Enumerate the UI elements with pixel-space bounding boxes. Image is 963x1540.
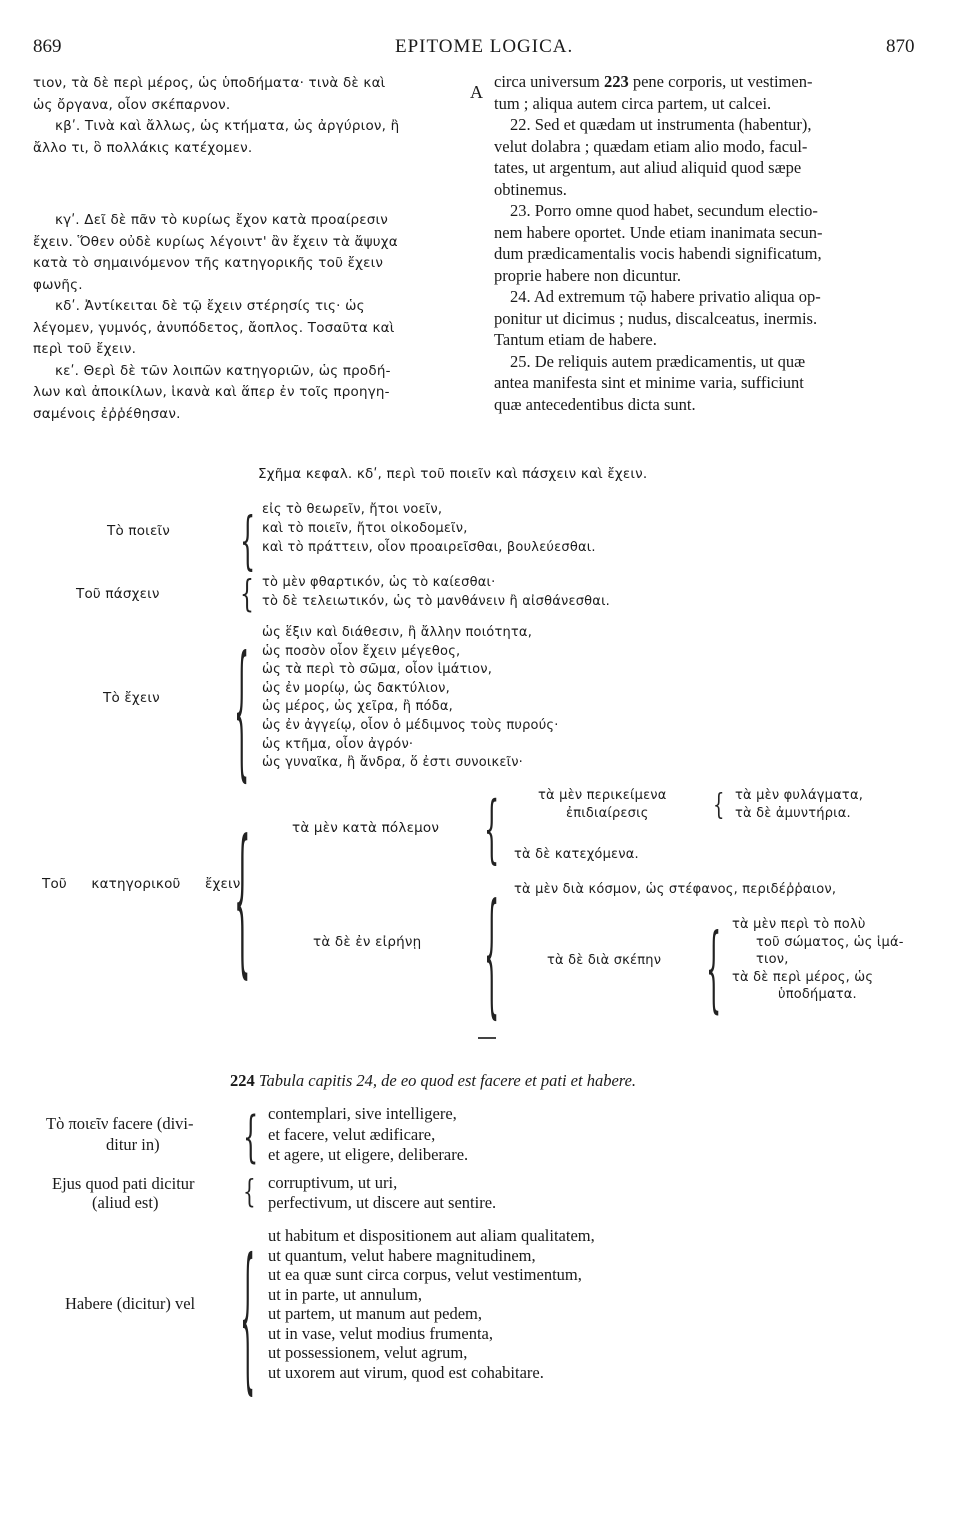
column-number: 224 [230,1071,255,1090]
latin-line: antea manifesta sint et minime varia, sufficiunt [494,373,804,392]
brace: { [484,786,500,873]
greek-item: τιον, [756,952,789,967]
latin-item: corruptivum, ut uri, [268,1173,398,1192]
latin-pati-items [268,1173,496,1213]
greek-item: ὡς ἐν ἀγγείῳ, οἷον ὁ μέδιμνος τοὺς πυρούς· [262,717,559,733]
latin-item: ut habitum et dispositionem aut aliam qualitatem, [268,1226,595,1245]
latin-item: et facere, velut ædificare, [268,1124,436,1144]
greek-label-polemon: τὰ μὲν κατὰ πόλεμον [292,820,440,836]
brace: { [240,1226,256,1411]
brace: { [706,914,722,1024]
greek-echein-items [262,624,559,773]
latin-line: tum ; aliqua autem circa partem, ut calcei. [494,93,772,113]
latin-table-title-text: Tabula capitis 24, de eo quod est facere et pati et habere. [258,1071,637,1090]
latin-item: ut quantum, velut habere magnitudinem, [268,1245,536,1265]
greek-item: τὰ μὲν περὶ τὸ πολὺ [732,917,866,932]
greek-line: φωνῆς. [33,276,83,293]
latin-line-start: circa universum [494,72,604,91]
greek-item: ὡς μέρος, ὡς χεῖρα, ἢ πόδα, [262,699,453,715]
greek-line: περὶ τοῦ ἔχειν. [33,341,137,357]
greek-item: ὡς κτῆμα, οἷον ἀγρόν· [262,736,414,752]
latin-line: dum prædicamentalis vocis habendi significatum, [494,244,822,263]
latin-label-habere: Habere (dicitur) vel [65,1294,196,1313]
latin-item: contemplari, sive intelligere, [268,1104,457,1123]
label-line: Ejus quod pati dicitur [52,1174,195,1193]
greek-label-skepen: τὰ δὲ διὰ σκέπην [547,953,662,968]
greek-line: λέγομεν, γυμνός, ἀνυπόδετος, ἄοπλος. Τοσαῦτα καὶ [33,319,395,336]
brace: { [243,1105,259,1170]
greek-poiein-items [262,500,596,557]
greek-line: ἔχειν. Ὅθεν οὐδὲ κυρίως λέγοιντ' ἂν ἔχειν τὰ ἄψυχα [33,233,398,250]
greek-line: σαμένοις ἐῤῥέθησαν. [33,405,181,422]
left-page-number: 869 [33,36,62,57]
latin-item: et agere, ut eligere, deliberare. [268,1145,469,1164]
latin-facere-items [268,1104,468,1166]
greek-item: ὡς τὰ περὶ τὸ σῶμα, οἷον ἱμάτιον, [262,662,493,678]
brace: { [234,626,250,797]
latin-item: ut partem, ut manum aut pedem, [268,1304,482,1323]
latin-line: 24. Ad extremum τῷ habere privatio aliqua op- [510,287,821,306]
brace: { [484,876,500,1033]
greek-item: τὰ δὲ περὶ μέρος, ὡς [732,969,874,985]
running-title: EPITOME LOGICA. [395,36,574,57]
greek-item: εἰς τὸ θεωρεῖν, ἤτοι νοεῖν, [262,502,443,517]
latin-line: 25. De reliquis autem prædicamentis, ut quæ [510,351,806,371]
latin-line: Tantum etiam de habere. [494,330,657,349]
greek-line: ἄλλο τι, ὃ πολλάκις κατέχομεν. [33,139,253,156]
latin-line: velut dolabra ; quædam etiam alio modo, facul- [494,136,808,156]
latin-item: ut in parte, ut annulum, [268,1284,422,1304]
greek-label-eirene: τὰ δὲ ἐν εἰρήνῃ [313,934,422,950]
greek-kosmon: τὰ μὲν διὰ κόσμον, ὡς στέφανος, περιδέῤῥαιον, [514,882,837,897]
latin-line: obtinemus. [494,179,567,199]
greek-label-echein: Τὸ ἔχειν [103,690,160,706]
latin-item: perfectivum, ut discere aut sentire. [268,1193,497,1212]
greek-paragraph-bottom [33,210,398,425]
greek-item: ὡς ποσὸν οἷον ἔχειν μέγεθος, [262,643,461,659]
latin-line: tates, ut argentum, aut aliud aliquid quod sæpe [494,158,802,177]
latin-item: ut possessionem, velut agrum, [268,1343,468,1362]
greek-line: κδʹ. Ἀντίκειται δὲ τῷ ἔχειν στέρησίς τις· ὡς [55,298,365,314]
brace: { [240,574,254,617]
greek-line: κατὰ τὸ σημαινόμενον τῆς κατηγορικῆς τοῦ ἔχειν [33,255,384,271]
column-number: 223 [603,72,629,91]
greek-skepen-items [732,916,904,1004]
greek-paschein-items [262,573,610,611]
greek-perikeimena-1: τὰ μὲν περικείμενα [538,788,667,803]
latin-item: ut ea quæ sunt circa corpus, velut vestimentum, [268,1265,582,1284]
divider-mark [478,1037,496,1039]
latin-item: ut uxorem aut virum, quod est cohabitare. [268,1362,544,1382]
greek-label-poiein: Τὸ ποιεῖν [107,523,170,539]
greek-line: κβʹ. Τινὰ καὶ ἄλλως, ὡς κτήματα, ὡς ἀργύριον, ἢ [55,118,400,134]
greek-line: τιον, τὰ δὲ περὶ μέρος, ὡς ὑποδήματα· τινὰ δὲ καὶ [33,75,386,91]
latin-line [494,71,823,93]
latin-line-end: pene corporis, ut vestimen- [628,72,813,91]
label-line: ditur in) [106,1135,160,1154]
greek-item: τοῦ σώματος, ὡς ἱμά- [756,934,904,950]
greek-item: ὑποδήματα. [778,987,857,1002]
greek-perikeimena-2: ἐπιδιαίρεσις [566,806,649,821]
latin-habere-items [268,1226,595,1382]
latin-line: 23. Porro omne quod habet, secundum electio- [510,201,818,220]
greek-paragraph-top [33,73,399,159]
greek-table-title: Σχῆμα κεφαλ. κδʹ, περὶ τοῦ ποιεῖν καὶ πάσχειν καὶ ἔχειν. [258,466,648,482]
latin-line: nem habere oportet. Unde etiam inanimata secun- [494,222,823,242]
greek-item: καὶ τὸ ποιεῖν, ἤτοι οἰκοδομεῖν, [262,521,468,536]
latin-label-pati [52,1174,195,1212]
margin-letter: A [470,82,483,102]
latin-label-facere [46,1113,194,1155]
latin-line: quæ antecedentibus dicta sunt. [494,394,696,414]
greek-amyntiria: τὰ δὲ ἀμυντήρια. [735,806,851,821]
brace: { [713,789,725,823]
greek-item: καὶ τὸ πράττειν, οἷον προαιρεῖσθαι, βουλεύεσθαι. [262,540,596,555]
brace: { [240,505,256,578]
latin-paragraph-top [494,71,823,415]
latin-line: 22. Sed et quædam ut instrumenta (habentur), [510,115,812,134]
brace: { [243,1172,256,1211]
greek-label-kategorikou: Τοῦ κατηγορικοῦ ἔχειν [42,876,241,892]
greek-item: ὡς ἕξιν καὶ διάθεσιν, ἢ ἄλλην ποιότητα, [262,625,533,640]
greek-katechomena: τὰ δὲ κατεχόμενα. [514,847,639,862]
latin-line: ponitur ut dicimus ; nudus, discalceatus, inermis. [494,308,818,328]
latin-table-title [230,1071,636,1091]
greek-item: ὡς γυναῖκα, ἢ ἄνδρα, ὅ ἐστι συνοικεῖν· [262,755,523,771]
greek-item: τὸ μὲν φθαρτικόν, ὡς τὸ καίεσθαι· [262,575,496,590]
latin-item: ut in vase, velut modius frumenta, [268,1323,493,1343]
greek-line: ὡς ὄργανα, οἷον σκέπαρνον. [33,96,231,113]
greek-item: τὸ δὲ τελειωτικόν, ὡς τὸ μανθάνειν ἢ αἰσθάνεσθαι. [262,594,611,609]
greek-line: κγʹ. Δεῖ δὲ πᾶν τὸ κυρίως ἔχον κατὰ προαίρεσιν [55,212,389,228]
greek-fylagmata: τὰ μὲν φυλάγματα, [735,788,864,803]
right-page-number: 870 [886,36,915,57]
greek-line: λων καὶ ἀποικίλων, ἱκανὰ καὶ ἅπερ ἐν τοῖς προηγη- [33,384,390,400]
label-line: Τὸ ποιεῖν facere (divi- [46,1114,194,1133]
label-line: (aliud est) [92,1193,159,1212]
greek-line: κεʹ. Θερὶ δὲ τῶν λοιπῶν κατηγοριῶν, ὡς προδή- [55,362,391,379]
greek-label-paschein: Τοῦ πάσχειν [76,586,160,602]
latin-line: proprie habere non dicuntur. [494,265,681,285]
greek-item: ὡς ἐν μορίῳ, ὡς δακτύλιον, [262,680,450,696]
brace: { [234,812,251,998]
